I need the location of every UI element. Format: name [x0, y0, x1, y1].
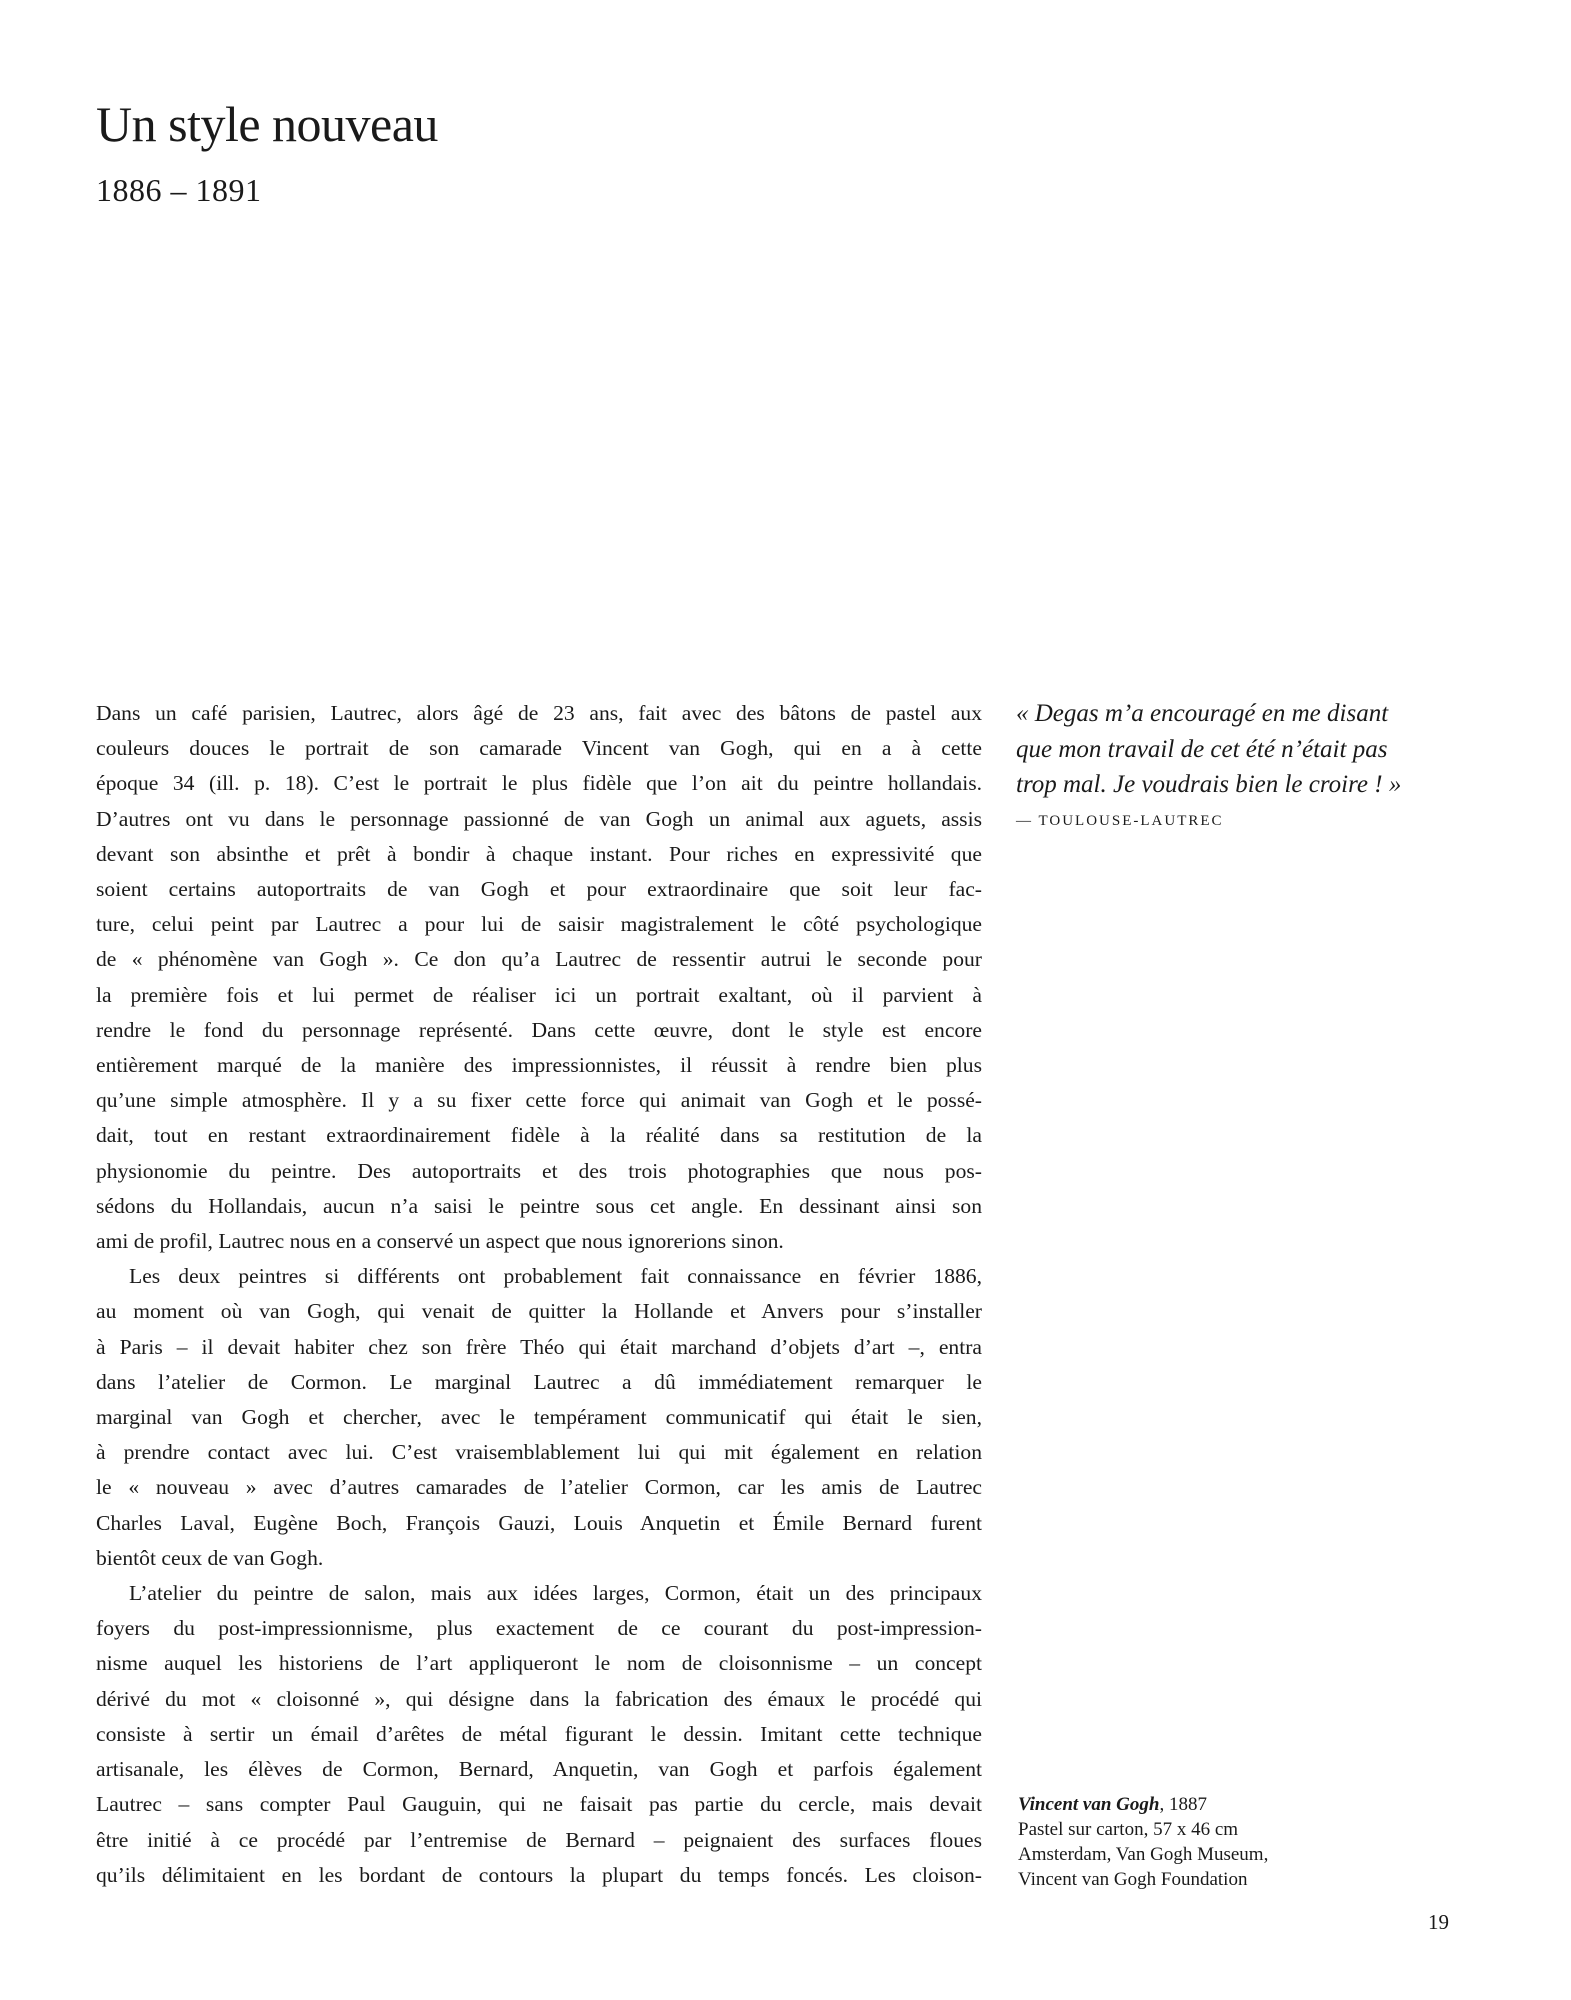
- quote-line: que mon travail de cet été n’était pas: [1016, 735, 1388, 763]
- caption-heading: [1018, 1792, 1378, 1817]
- text-line: entièrement marqué de la manière des impressionnistes, il réussit à rendre bien plus: [96, 1053, 982, 1078]
- text-line: à prendre contact avec lui. C’est vraisemblablement lui qui mit également en relation: [96, 1440, 982, 1465]
- text-line: dans l’atelier de Cormon. Le marginal Lautrec a dû immédiatement remarquer le: [96, 1369, 982, 1394]
- paragraph-3: [96, 1576, 982, 1893]
- body-text: [96, 696, 982, 1893]
- text-line: ture, celui peint par Lautrec a pour lui de saisir magistralement le côté psychologique: [96, 912, 982, 937]
- text-line: Charles Laval, Eugène Boch, François Gauzi, Louis Anquetin et Émile Bernard furent: [96, 1510, 982, 1535]
- text-line: devant son absinthe et prêt à bondir à chaque instant. Pour riches en expressivité que: [96, 841, 982, 866]
- text-line: artisanale, les élèves de Cormon, Bernard, Anquetin, van Gogh et parfois également: [96, 1757, 982, 1782]
- text-line: bientôt ceux de van Gogh.: [96, 1545, 324, 1570]
- paragraph-1: [96, 696, 982, 1259]
- text-line: ami de profil, Lautrec nous en a conservé un aspect que nous ignorerions sinon.: [96, 1229, 784, 1254]
- sidebar-quote: [1016, 696, 1436, 833]
- text-line: Les deux peintres si différents ont probablement fait connaissance en février 1886,: [129, 1264, 982, 1289]
- text-line: L’atelier du peintre de salon, mais aux idées larges, Cormon, était un des principaux: [129, 1581, 982, 1606]
- caption-owner: Vincent van Gogh Foundation: [1018, 1869, 1248, 1890]
- text-line: la première fois et lui permet de réaliser ici un portrait exaltant, où il parvient à: [96, 982, 982, 1007]
- text-line: nisme auquel les historiens de l’art appliqueront le nom de cloisonnisme – un concept: [96, 1651, 982, 1676]
- text-line: Lautrec – sans compter Paul Gauguin, qui ne faisait pas partie du cercle, mais devait: [96, 1792, 982, 1817]
- text-line: physionomie du peintre. Des autoportraits et des trois photographies que nous pos-: [96, 1158, 982, 1183]
- caption-location: Amsterdam, Van Gogh Museum,: [1018, 1844, 1269, 1865]
- text-line: soient certains autoportraits de van Gogh et pour extraordinaire que soit leur fac-: [96, 877, 982, 902]
- text-line: qu’une simple atmosphère. Il y a su fixer cette force qui animait van Gogh et le possé-: [96, 1088, 982, 1113]
- caption-year: , 1887: [1159, 1794, 1207, 1815]
- quote-line: « Degas m’a encouragé en me disant: [1016, 700, 1389, 727]
- text-line: Dans un café parisien, Lautrec, alors âgé de 23 ans, fait avec des bâtons de pastel aux: [96, 701, 982, 725]
- text-line: à Paris – il devait habiter chez son frère Théo qui était marchand d’objets d’art –, entra: [96, 1334, 982, 1359]
- text-line: le « nouveau » avec d’autres camarades de l’atelier Cormon, car les amis de Lautrec: [96, 1475, 982, 1500]
- text-line: marginal van Gogh et chercher, avec le tempérament communicatif qui était le sien,: [96, 1405, 982, 1430]
- chapter-dates: 1886 – 1891: [96, 172, 262, 208]
- image-caption: [1018, 1792, 1378, 1892]
- text-line: dait, tout en restant extraordinairement fidèle à la réalité dans sa restitution de la: [96, 1123, 982, 1148]
- caption-medium: Pastel sur carton, 57 x 46 cm: [1018, 1819, 1239, 1840]
- text-line: de « phénomène van Gogh ». Ce don qu’a Lautrec de ressentir autrui le seconde pour: [96, 947, 982, 972]
- quote-author: — TOULOUSE-LAUTREC: [1016, 812, 1224, 829]
- text-line: couleurs douces le portrait de son camarade Vincent van Gogh, qui en a à cette: [96, 736, 982, 761]
- text-line: sédons du Hollandais, aucun n’a saisi le peintre sous cet angle. En dessinant ainsi son: [96, 1193, 982, 1218]
- text-line: foyers du post-impressionnisme, plus exactement de ce courant du post-impression-: [96, 1616, 982, 1641]
- text-line: rendre le fond du personnage représenté. Dans cette œuvre, dont le style est encore: [96, 1017, 982, 1042]
- text-line: D’autres ont vu dans le personnage passionné de van Gogh un animal aux aguets, assis: [96, 806, 982, 831]
- paragraph-2: [96, 1259, 982, 1576]
- page-number: 19: [1428, 1910, 1449, 1934]
- text-line: au moment où van Gogh, qui venait de quitter la Hollande et Anvers pour s’installer: [96, 1299, 982, 1324]
- caption-artwork-title: Vincent van Gogh: [1018, 1794, 1160, 1815]
- quote-line: trop mal. Je voudrais bien le croire ! »: [1016, 771, 1402, 798]
- text-line: consiste à sertir un émail d’arêtes de métal figurant le dessin. Imitant cette technique: [96, 1721, 982, 1746]
- text-line: être initié à ce procédé par l’entremise de Bernard – peignaient des surfaces floues: [96, 1827, 982, 1852]
- text-line: dérivé du mot « cloisonné », qui désigne dans la fabrication des émaux le procédé qui: [96, 1686, 982, 1711]
- text-line: époque 34 (ill. p. 18). C’est le portrait le plus fidèle que l’on ait du peintre hollandais.: [96, 771, 982, 796]
- chapter-title: Un style nouveau: [96, 96, 438, 152]
- text-line: qu’ils délimitaient en les bordant de contours la plupart du temps foncés. Les cloison-: [96, 1862, 982, 1887]
